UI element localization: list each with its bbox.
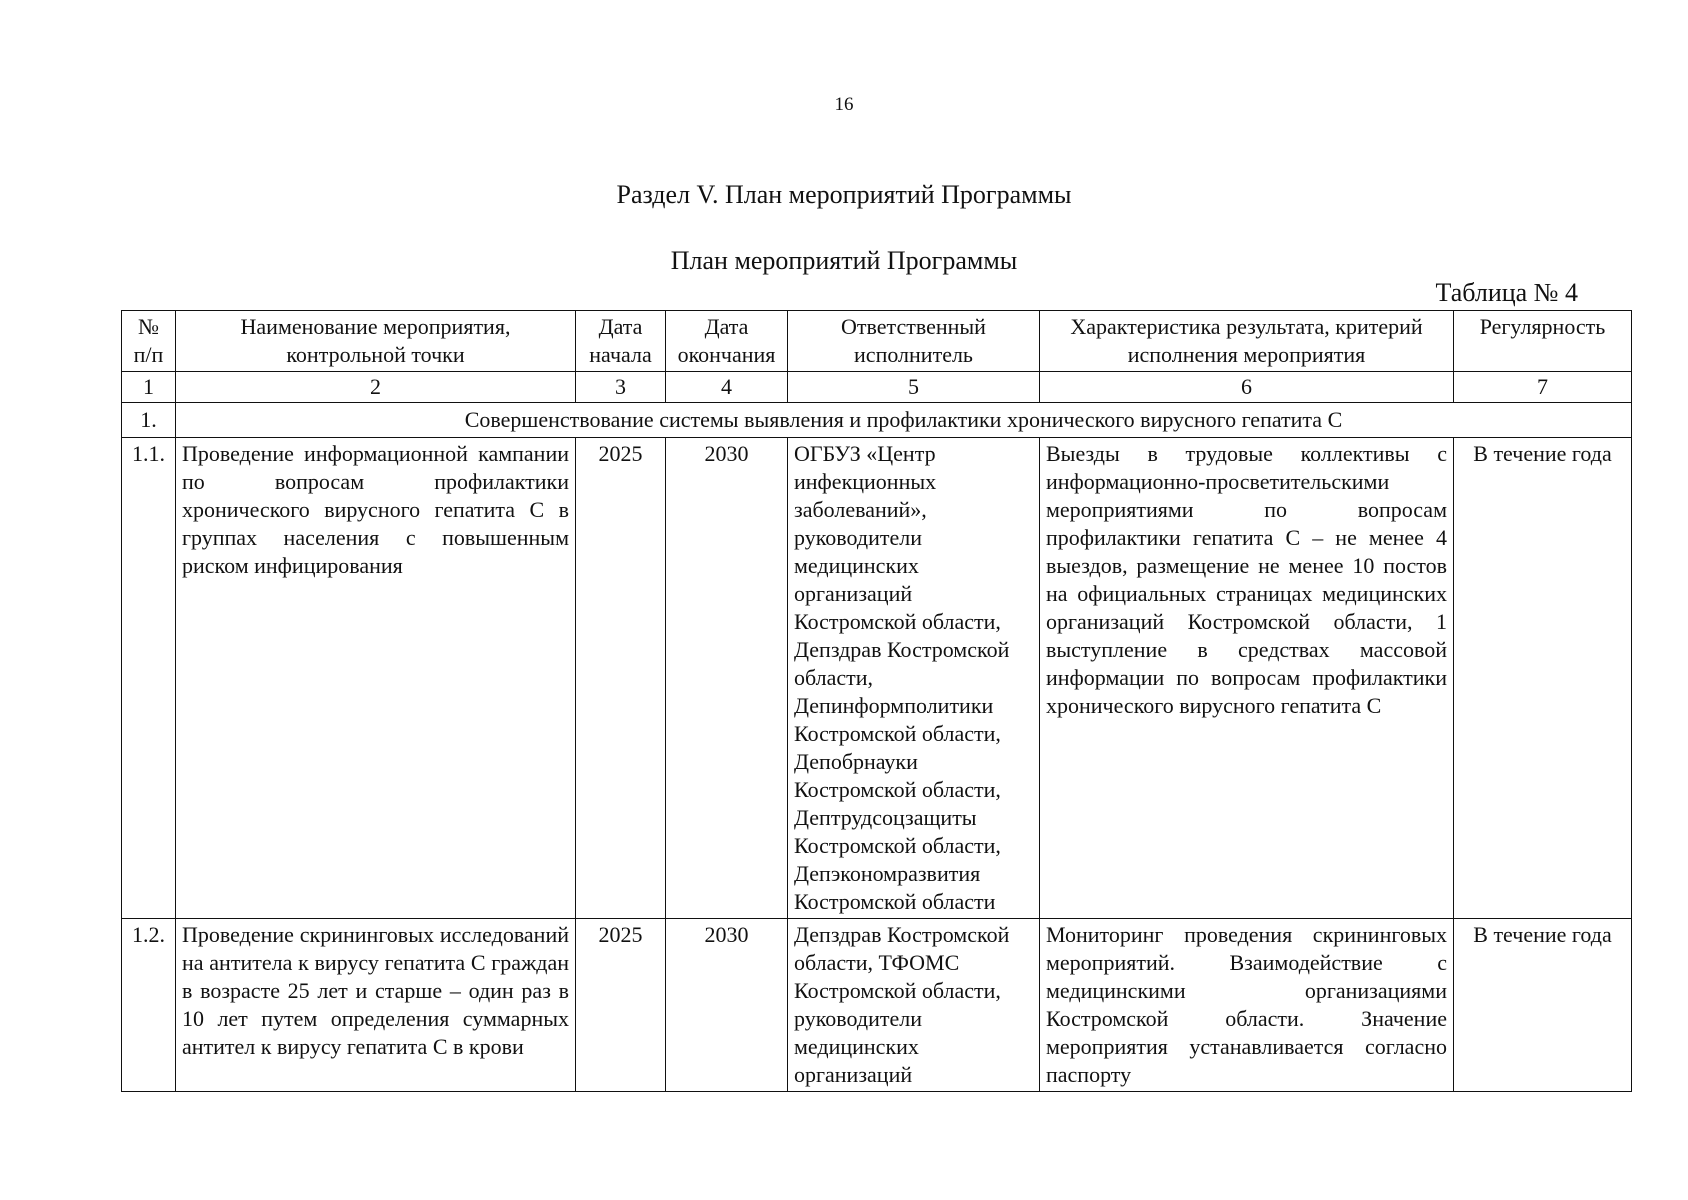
row-number xyxy=(122,919,176,1092)
header-name: Наименование мероприятия, контрольной точки xyxy=(176,311,576,372)
plan-title: План мероприятий Программы xyxy=(670,246,1018,275)
row-responsible: ОГБУЗ «Центр инфекционных заболеваний», руководители медицинских организаций Костромской области, Депздрав Костромской области, Депинформполитики Костромской области, Депобрнауки Костромской области, Дептрудсоцзащиты Костромской области, Депэкономразвития Костромской области xyxy=(788,438,1040,919)
header-num: № п/п xyxy=(122,311,176,372)
page-number: 16 xyxy=(834,94,854,115)
column-number: 5 xyxy=(788,372,1040,403)
table-row xyxy=(122,919,1632,1092)
header-regularity: Регулярность xyxy=(1454,311,1632,372)
row-end xyxy=(666,919,788,1092)
column-number: 1 xyxy=(122,372,176,403)
row-regularity-text: В течение года xyxy=(1473,922,1612,947)
header-start: Дата начала xyxy=(576,311,666,372)
plan-table xyxy=(121,310,1632,1092)
column-number: 4 xyxy=(666,372,788,403)
column-number: 6 xyxy=(1040,372,1454,403)
row-name xyxy=(176,919,576,1092)
row-start xyxy=(576,919,666,1092)
row-start: 2025 xyxy=(576,438,666,919)
row-number-text: 1.2. xyxy=(132,922,165,947)
row-end: 2030 xyxy=(666,438,788,919)
header-row xyxy=(122,311,1632,372)
row-responsible xyxy=(788,919,1040,1092)
column-number: 3 xyxy=(576,372,666,403)
column-number: 7 xyxy=(1454,372,1632,403)
header-end: Дата окончания xyxy=(666,311,788,372)
row-result: Выезды в трудовые коллективы с информационно-просветительскими мероприятиями по вопросам профилактики гепатита С – не менее 4 выездов, размещение не менее 10 постов на официальных страницах медицинских организаций Костромской области, 1 выступление в средствах массовой информации по вопросам профилактики хронического вирусного гепатита С xyxy=(1040,438,1454,919)
table-label: Таблица № 4 xyxy=(1435,278,1578,307)
row-name: Проведение информационной кампании по вопросам профилактики хронического вирусного гепатита С в группах населения с повышенным риском инфицирования xyxy=(176,438,576,919)
row-result xyxy=(1040,919,1454,1092)
section-number: 1. xyxy=(122,403,176,438)
column-number: 2 xyxy=(176,372,576,403)
section-title: Раздел V. План мероприятий Программы xyxy=(616,180,1072,209)
row-result-text: Мониторинг проведения скрининговых мероприятий. Взаимодействие с медицинскими организациями Костромской области. Значение мероприятия устанавливается согласно паспорту xyxy=(1046,922,1447,1087)
table-header xyxy=(122,311,1632,372)
row-responsible-text: Депздрав Костромской области, ТФОМС Костромской области, руководители медицинских организаций xyxy=(794,922,1010,1087)
header-responsible: Ответственный исполнитель xyxy=(788,311,1040,372)
row-end-text: 2030 xyxy=(704,922,749,947)
row-number: 1.1. xyxy=(122,438,176,919)
row-regularity xyxy=(1454,919,1632,1092)
row-regularity: В течение года xyxy=(1454,438,1632,919)
section-row xyxy=(122,403,1632,438)
row-start-text: 2025 xyxy=(598,922,643,947)
header-result: Характеристика результата, критерий исполнения мероприятия xyxy=(1040,311,1454,372)
row-name-text: Проведение скрининговых исследований на антитела к вирусу гепатита С граждан в возрасте 25 лет и старше – один раз в 10 лет путем определения суммарных антител к вирусу гепатита С в крови xyxy=(182,922,569,1059)
table-row xyxy=(122,438,1632,919)
column-number-row xyxy=(122,372,1632,403)
section-heading: Совершенствование системы выявления и профилактики хронического вирусного гепатита С xyxy=(176,403,1632,438)
